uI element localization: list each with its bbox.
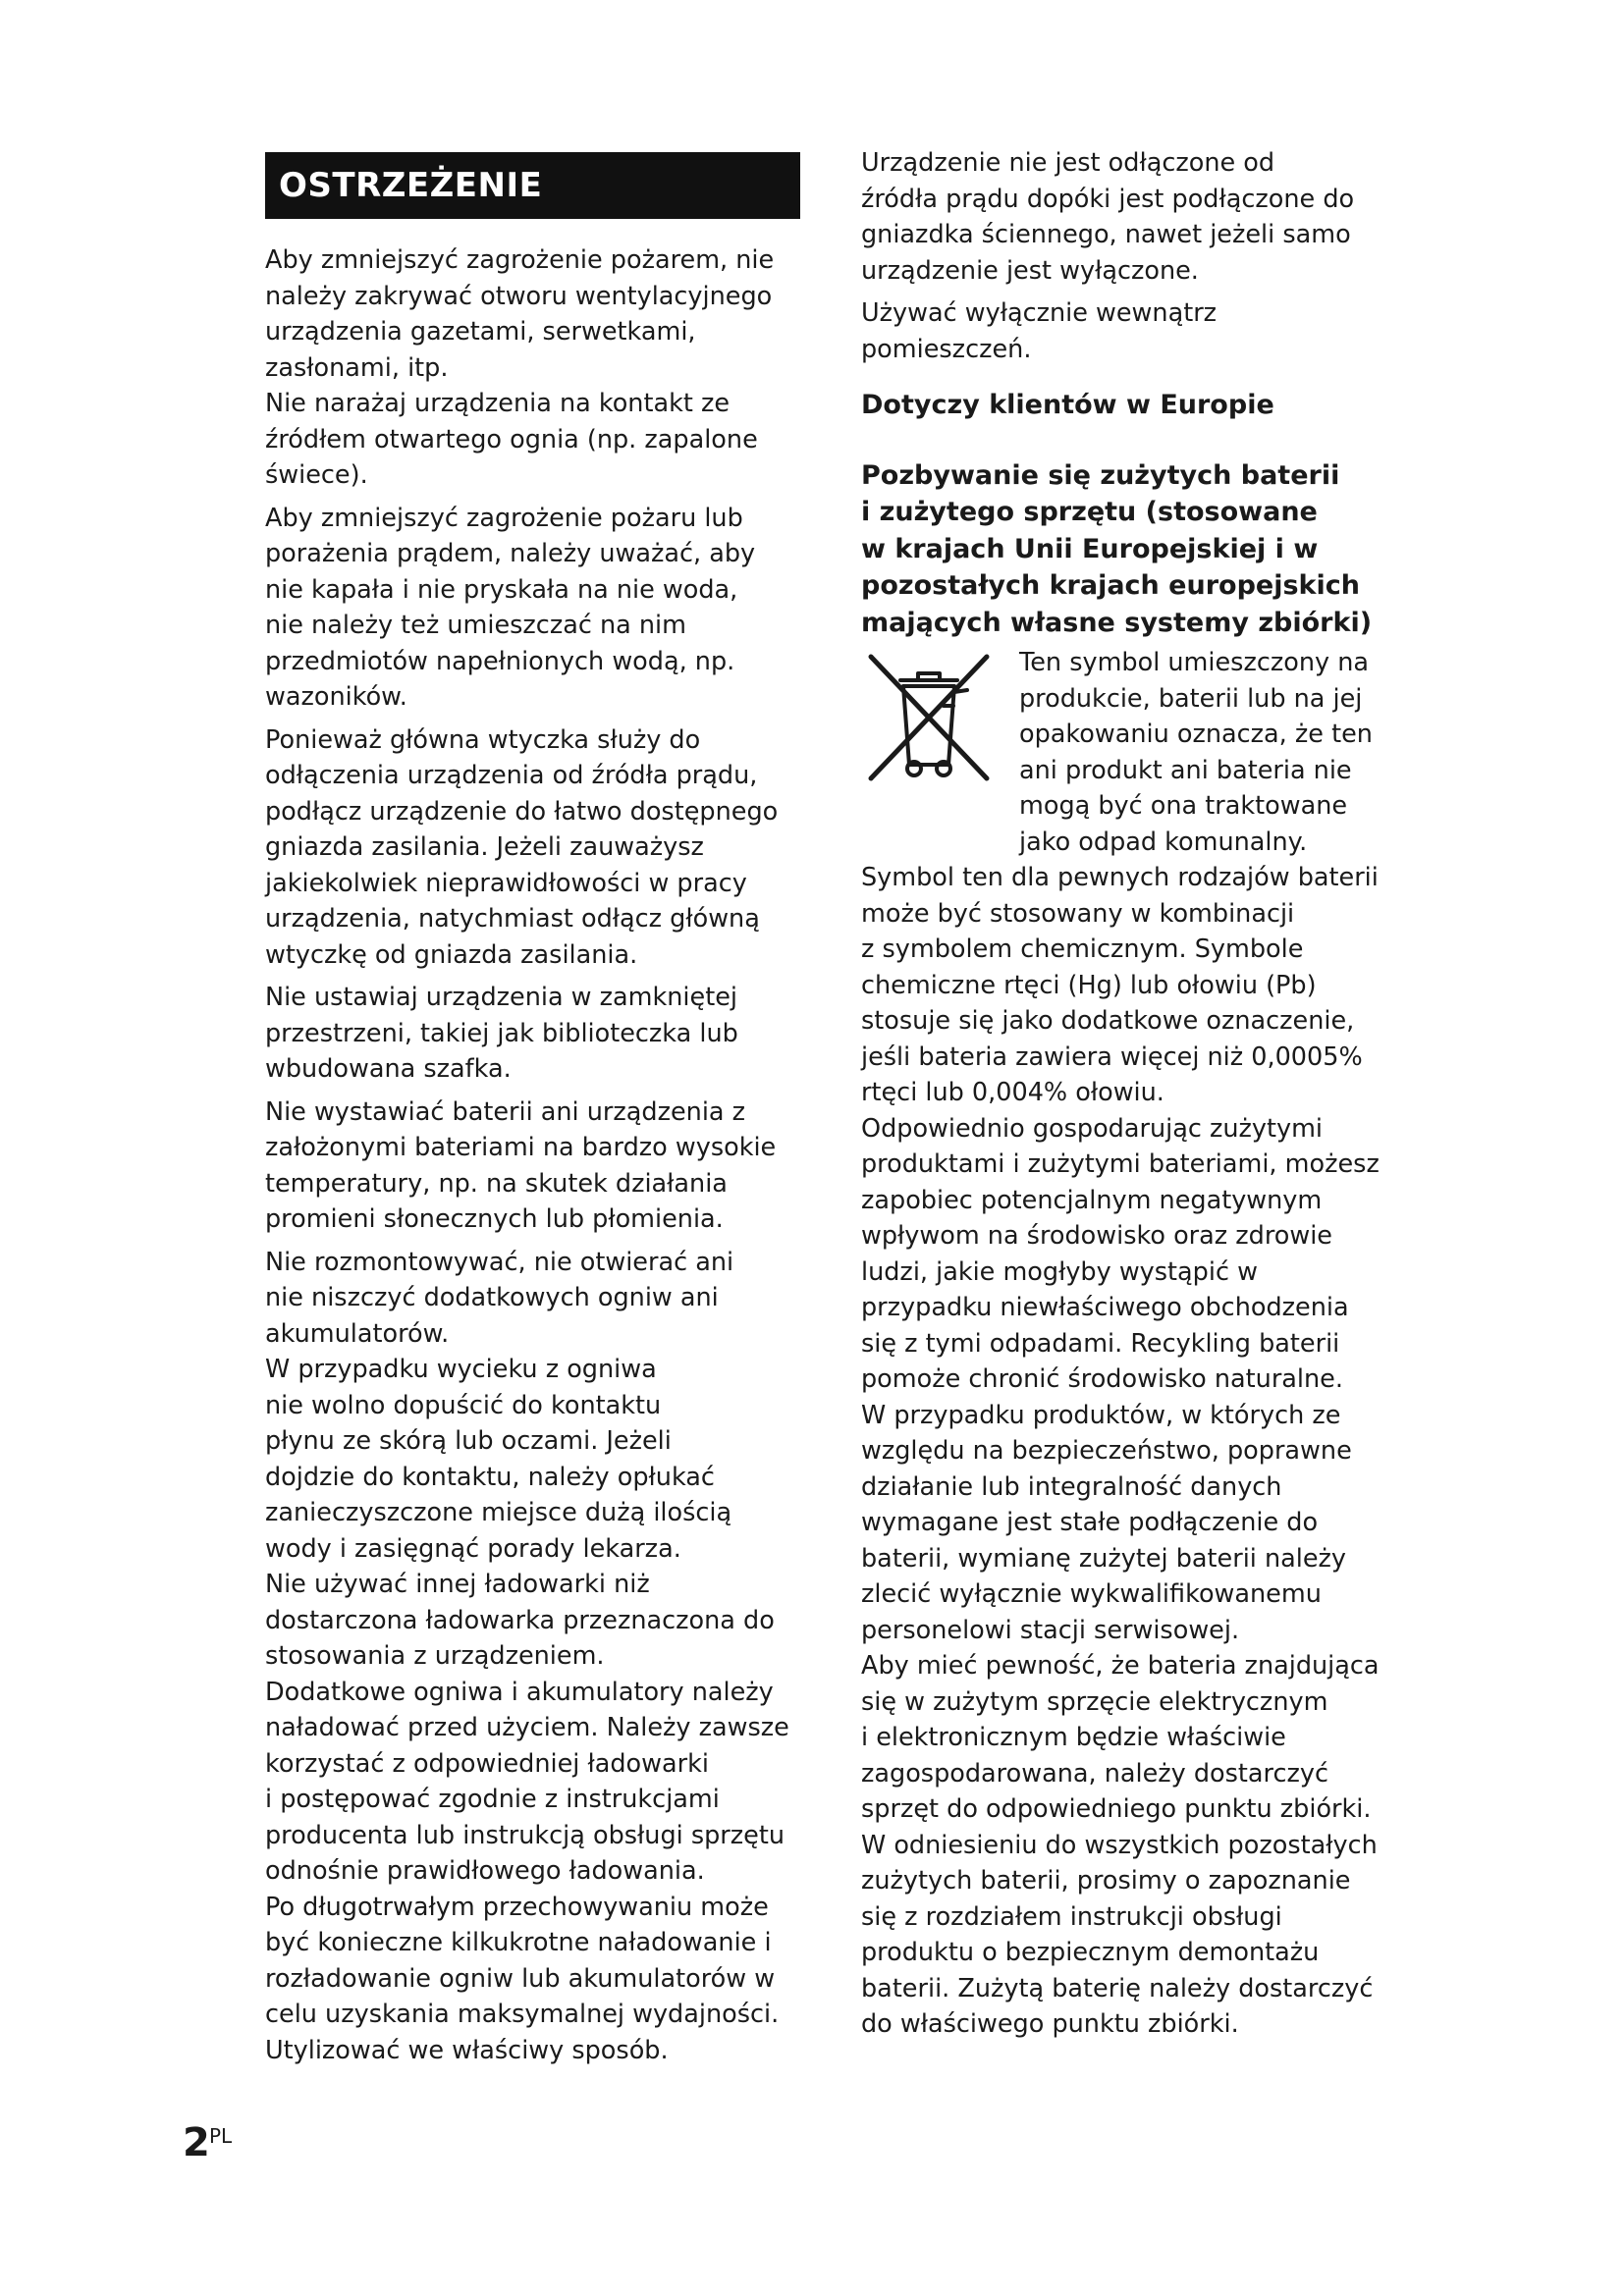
warning-paragraph: Nie rozmontowywać, nie otwierać ani nie niszczyć dodatkowych ogniw ani akumulatorów. W przypadku wycieku z ogniwa nie wolno dopuścić do kontaktu płynu ze skórą lub oczami. Jeżeli dojdzie do kontaktu, należy opłukać zanieczyszczone miejsce dużą ilością wody i zasięgnąć porady lekarza. Nie używać innej ładowarki niż dostarczona ładowarka przeznaczona do stosowania z urządzeniem. Dodatkowe ogniwa i akumulatory należy naładować przed użyciem. Należy zawsze korzystać z odpowiedniej ładowarki i postępować zgodnie z instrukcjami producenta lub instrukcją obsługi sprzętu odnośnie prawidłowego ładowania. Po długotrwałym przechowywaniu może być konieczne kilkukrotne naładowanie i rozładowanie ogniw lub akumulatorów w celu uzyskania maksymalnej wydajności. Utylizować we właściwy sposób. <box>265 1247 789 2065</box>
symbol-description: Ten symbol umieszczony na produkcie, baterii lub na jej opakowaniu oznacza, że ten ani produkt ani bateria nie mogą być ona traktowane jako odpad komunalny. <box>1019 648 1373 857</box>
disposal-heading: Pozbywanie się zużytych baterii i zużytego sprzętu (stosowane w krajach Unii Europejskiej i w pozostałych krajach europejskich mających własne systemy zbiórki) <box>861 459 1373 638</box>
warning-banner: OSTRZEŻENIE <box>265 152 800 219</box>
symbol-block <box>861 645 1406 860</box>
warning-paragraph: Nie wystawiać baterii ani urządzenia z założonymi bateriami na bardzo wysokie temperatury, np. na skutek działania promieni słonecznych lub płomienia. <box>265 1096 777 1234</box>
warning-paragraph: Ponieważ główna wtyczka służy do odłączenia urządzenia od źródła prądu, podłącz urządzenie do łatwo dostępnego gniazda zasilania. Jeżeli zauważysz jakiekolwiek nieprawidłowości w pracy urządzenia, natychmiast odłącz główną wtyczkę od gniazda zasilania. <box>265 724 779 970</box>
warning-paragraph: Nie ustawiaj urządzenia w zamkniętej przestrzeni, takiej jak biblioteczka lub wbudowana szafka. <box>265 983 738 1084</box>
disconnect-note: Urządzenie nie jest odłączone od źródła prądu dopóki jest podłączone do gniazdka ściennego, nawet jeżeli samo urządzenie jest wyłączone. <box>861 148 1355 286</box>
warning-paragraph: Aby zmniejszyć zagrożenie pożaru lub porażenia prądem, należy uważać, aby nie kapała i nie pryskała na nie woda, nie należy też umieszczać na nim przedmiotów napełnionych wodą, np. wazoników. <box>265 503 756 712</box>
indoor-use-note: Używać wyłącznie wewnątrz pomieszczeń. <box>861 298 1218 364</box>
right-column <box>861 145 1406 2043</box>
europe-heading: Dotyczy klientów w Europie <box>861 390 1274 420</box>
disposal-body: Symbol ten dla pewnych rodzajów baterii może być stosowany w kombinacji z symbolem chemicznym. Symbole chemiczne rtęci (Hg) lub ołowiu (Pb) stosuje się jako dodatkowe oznaczenie, jeśli bateria zawiera więcej niż 0,0005% rtęci lub 0,004% ołowiu. Odpowiednio gospodarując zużytymi produktami i zużytymi bateriami, możesz zapobiec potencjalnym negatywnym wpływom na środowisko oraz zdrowie ludzi, jakie mogłyby wystąpić w przypadku niewłaściwego obchodzenia się z tymi odpadami. Recykling baterii pomoże chronić środowisko naturalne. W przypadku produktów, w których ze względu na bezpieczeństwo, poprawne działanie lub integralność danych wymagane jest stałe podłączenie do baterii, wymianę zużytej baterii należy zlecić wyłącznie wykwalifikowanemu personelowi stacji serwisowej. Aby mieć pewność, że bateria znajdująca się w zużytym sprzęcie elektrycznym i elektronicznym będzie właściwie zagospodarowana, należy dostarczyć sprzęt do odpowiedniego punktu zbiórki. W odniesieniu do wszystkich pozostałych zużytych baterii, prosimy o zapoznanie się z rozdziałem instrukcji obsługi produktu o bezpiecznym demontażu baterii. Zużytą baterię należy dostarczyć do właściwego punktu zbiórki. <box>861 863 1380 2039</box>
warning-paragraph: Aby zmniejszyć zagrożenie pożarem, nie należy zakrywać otworu wentylacyjnego urządzenia gazetami, serwetkami, zasłonami, itp. Nie narażaj urządzenia na kontakt ze źródłem otwartego ognia (np. zapalone świece). <box>265 245 775 490</box>
crossed-out-wheelie-bin-icon <box>861 647 995 784</box>
left-column <box>265 152 800 2068</box>
page-language: PL <box>209 2124 233 2148</box>
page-number: 2 <box>183 2120 210 2165</box>
